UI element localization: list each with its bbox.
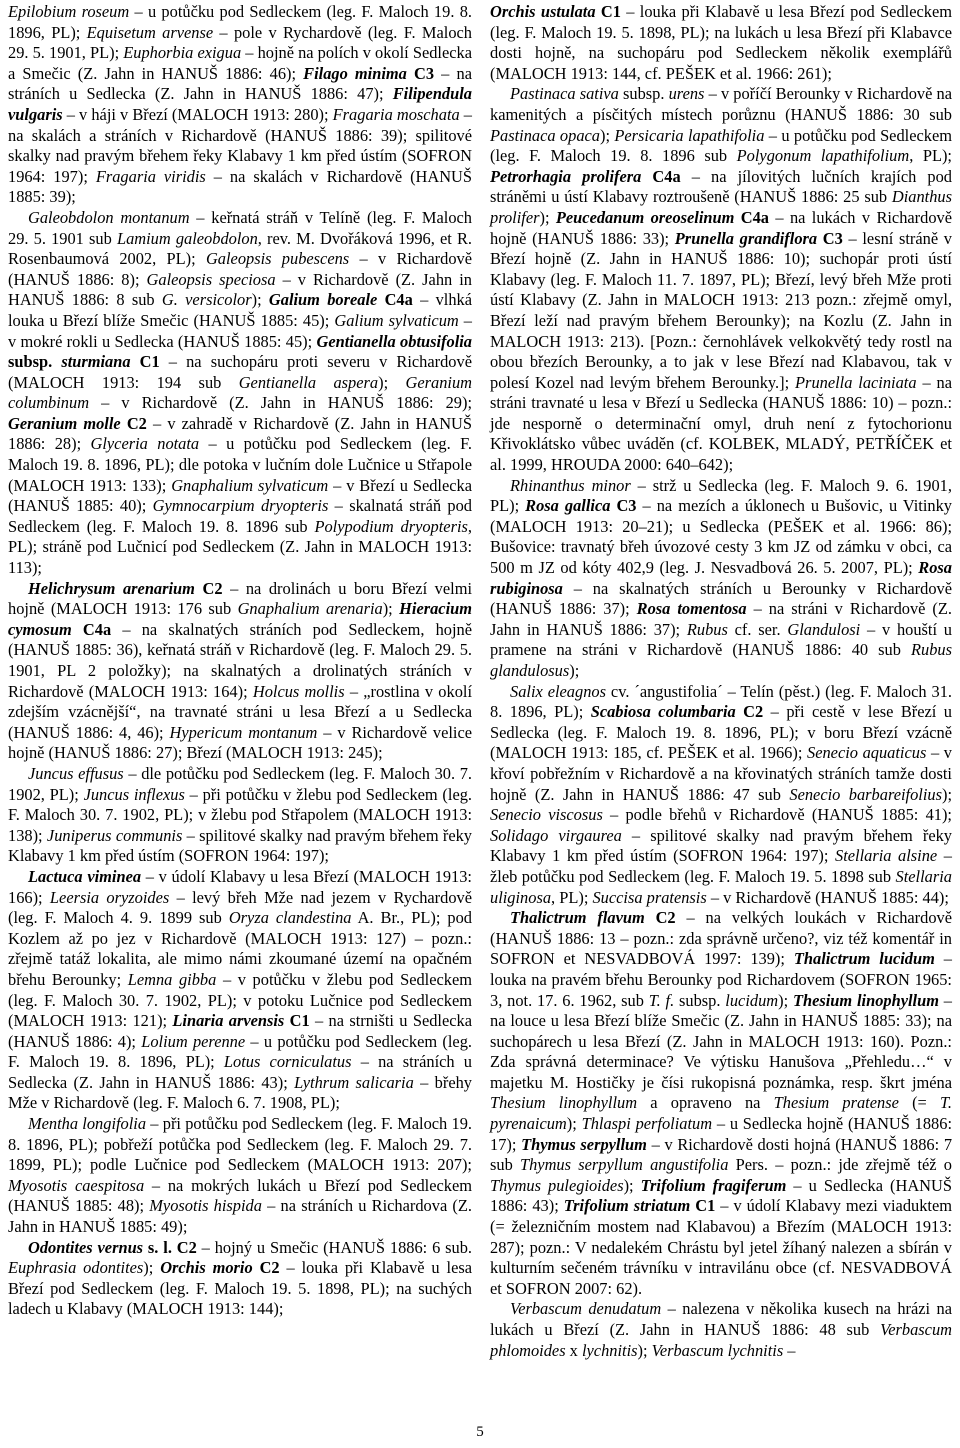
left-paragraph: Epilobium roseum – u potůčku pod Sedleckem (leg. F. Maloch 19. 8. 1896, PL); Equisetum arvense – pole v Rychardově (leg. F. Maloch 29. 5. 1901, PL); Euphorbia exigua – hojně na polích v okolí Sedlecka a Smečic (Z. Jahn in HANUŠ 1886: 46); Filago minima C3 – na stráních u Sedlecka (Z. Jahn in HANUŠ 1886: 47); Filipendula vulgaris – v háji v Březí (MALOCH 1913: 280); Fragaria moschata – na skalách a stráních v Richardově (HANUŠ 1886: 39); spilitové skalky nad pravým břehem řeky Klabavy 1 km před ústím (SOFRON 1964: 197); Fragaria viridis – na skalách v Richardově (HANUŠ 1885: 39); — [8, 2, 473, 207]
right-paragraph: Orchis ustulata C1 – louka při Klabavě u lesa Březí pod Sedleckem (leg. F. Maloch 19. 5. 1898, PL); na lukách u lesa Březí při Klabavce dosti hojně, na suchopáru pod Sedleckem několik exemplářů (MALOCH 1913: 144, cf. PEŠEK et al. 1966: 261); — [490, 2, 952, 83]
left-text-column — [8, 2, 472, 1320]
right-text-column — [490, 2, 952, 1361]
left-paragraph: Mentha longifolia – při potůčku pod Sedleckem (leg. F. Maloch 19. 8. 1896, PL); pobřeží potůčka pod Sedleckem (leg. F. Maloch 29. 7. 1899, PL); podle Lučnice pod Sedleckem (MALOCH 1913: 207); Myosotis caespitosa – na mokrých lukách u Březí pod Sedleckem (HANUŠ 1885: 48); Myosotis hispida – na stráních u Richardova (Z. Jahn in HANUŠ 1885: 49); — [8, 1114, 472, 1237]
left-paragraph: Juncus effusus – dle potůčku pod Sedleckem (leg. F. Maloch 30. 7. 1902, PL); Juncus inflexus – při potůčku v žlebu pod Sedleckem (leg. F. Maloch 30. 7. 1902, PL); v žlebu pod Střapolem (MALOCH 1913: 138); Juniperus communis – spilitové skalky nad pravým břehem řeky Klabavy 1 km před ústím (SOFRON 1964: 197); — [8, 763, 473, 866]
left-paragraph: Helichrysum arenarium C2 – na drolinách u boru Březí velmi hojně (MALOCH 1913: 176 sub Gnaphalium arenaria); Hieracium cymosum C4a – na skalnatých stráních pod Sedleckem, hojně (HANUŠ 1885: 36), keřnatá stráň v Richardově (leg. F. Maloch 29. 5. 1901, PL 2 položky); na skalnatých a drolinatých stráních v Richardově (MALOCH 1913: 164); Holcus mollis – „rostlina v okolí zdejším vzácnější“, na travnaté stráni u lesa Březí a u Sedlecka (HANUŠ 1886: 4, 46); Hypericum montanum – v Richardově velice hojně (HANUŠ 1886: 27); Březí (MALOCH 1913: 245); — [8, 578, 473, 763]
page-number: 5 — [476, 1424, 484, 1440]
left-paragraph: Lactuca viminea – v údolí Klabavy u lesa Březí (MALOCH 1913: 166); Leersia oryzoides – levý břeh Mže nad jezem v Rychardově (leg. F. Maloch 4. 9. 1899 sub Oryza clandestina A. Br., PL); pod Kozlem až po jez v Richardově (MALOCH 1913: 127) – pozn.: zřejmě tatáž lokalita, ale mimo námi zkoumané území na opačném břehu Berounky; Lemna gibba – v potůčku v žlebu pod Sedleckem (leg. F. Maloch 30. 7. 1902, PL); v potoku Lučnice pod Sedleckem (MALOCH 1913: 121); Linaria arvensis C1 – na strništi u Sedlecka (HANUŠ 1886: 4); Lolium perenne – u potůčku pod Sedleckem (leg. F. Maloch 19. 8. 1896, PL); Lotus corniculatus – na stráních u Sedlecka (Z. Jahn in HANUŠ 1886: 43); Lythrum salicaria – břehy Mže v Richardově (leg. F. Maloch 6. 7. 1908, PL); — [8, 866, 473, 1113]
left-paragraph: Odontites vernus s. l. C2 – hojný u Smečic (HANUŠ 1886: 6 sub. Euphrasia odontites); Orchis morio C2 – louka při Klabavě u lesa Březí pod Sedleckem (leg. F. Maloch 19. 5. 1898, PL); na suchých ladech u Klabavy (MALOCH 1913: 144); — [8, 1237, 472, 1319]
left-paragraph: Galeobdolon montanum – keřnatá stráň v Telíně (leg. F. Maloch 29. 5. 1901 sub Lamium galeobdolon, rev. M. Dvořáková 1996, et R. Rosenbaumová 2002, PL); Galeopsis pubescens – v Richardově (HANUŠ 1886: 8); Galeopsis speciosa – v Richardově (Z. Jahn in HANUŠ 1886: 8 sub G. versicolor); Galium boreale C4a – vlhká louka u Březí blíže Smečic (HANUŠ 1885: 45); Galium sylvaticum – v mokré rokli u Sedlecka (HANUŠ 1885: 45); Gentianella obtusifolia subsp. sturmiana C1 – na suchopáru proti severu v Richardově (MALOCH 1913: 194 sub Gentianella aspera); Geranium columbinum – v Richardově (Z. Jahn in HANUŠ 1886: 29); Geranium molle C2 – v zahradě v Richardově (Z. Jahn in HANUŠ 1886: 28); Glyceria notata – u potůčku pod Sedleckem (leg. F. Maloch 19. 8. 1896, PL); dle potoka v lučním dole Lučnice u Střapole (MALOCH 1913: 133); Gnaphalium sylvaticum – v Březí u Sedlecka (HANUŠ 1885: 40); Gymnocarpium dryopteris – skalnatá stráň pod Sedleckem (leg. F. Maloch 19. 8. 1896 sub Polypodium dryopteris, PL); stráně pod Lučnicí pod Sedleckem (Z. Jahn in MALOCH 1913: 113); — [8, 207, 473, 578]
right-paragraph: Pastinaca sativa subsp. urens – v poříčí Berounky v Richardově na kamenitých a písčitých místech porůznu (HANUŠ 1886: 30 sub Pastinaca opaca); Persicaria lapathifolia – u potůčku pod Sedleckem (leg. F. Maloch 19. 8. 1896 sub Polygonum lapathifolium, PL); Petrorhagia prolifera C4a – na jílovitých lučních krajích pod stráněmi u ústí Klabavy roztroušeně (HANUŠ 1886: 25 sub Dianthus prolifer); Peucedanum oreoselinum C4a – na lukách v Richardově hojně (HANUŠ 1886: 33); Prunella grandiflora C3 – lesní stráně v Březí hojně (Z. Jahn in HANUŠ 1886: 10); suchopár proti ústí Klabavy (leg. F. Maloch 11. 7. 1897, PL); Březí, levý břeh Mže proti ústí Klabavy (Z. Jahn in MALOCH 1913: 213 pozn.: zřejmě omyl, Březí leží nad pravým břehem Berounky); na Kozlu (Z. Jahn in MALOCH 1913: 213). [Pozn.: černohlávek velkokvětý tedy rostl na obou březích Berounky, a to jak v lese Březí nad Klabavou, tak v polesí Kozel nad levým břehem Berounky.]; Prunella laciniata – na stráni travnaté u lesa v Březí u Sedlecka (HANUŠ 1886: 10) – pozn.: jde nesporně o determinační omyl, druh není z fytochorionu Křivoklátsko vůbec uváděn (cf. KOLBEK, MLADÝ, PETŘÍČEK et al. 1999, HROUDA 2000: 640–642); — [490, 84, 953, 475]
right-paragraph: Verbascum denudatum – nalezena v několika kusech na hrázi na lukách u Březí (Z. Jahn in HANUŠ 1886: 48 sub Verbascum phlomoides x lychnitis); Verbascum lychnitis – — [490, 1299, 952, 1360]
right-paragraph: Salix eleagnos cv. ´angustifolia´ – Telín (pěst.) (leg. F. Maloch 31. 8. 1896, PL); Scabiosa columbaria C2 – při cestě v lese Březí u Sedlecka (leg. F. Maloch 19. 8. 1896, PL); v boru Březí vzácně (MALOCH 1913: 185, cf. PEŠEK et al. 1966); Senecio aquaticus – v křoví pobřežním v Richardově a na křovinatých stráních tamže dosti hojně (Z. Jahn in HANUŠ 1886: 47 sub Senecio barbareifolius); Senecio viscosus – podle břehů v Richardově (HANUŠ 1885: 41); Solidago virgaurea – spilitové skalky nad pravým břehem řeky Klabavy 1 km před ústím (SOFRON 1964: 197); Stellaria alsine – žleb potůčku pod Sedleckem (leg. F. Maloch 19. 5. 1898 sub Stellaria uliginosa, PL); Succisa pratensis – v Richardově (HANUŠ 1885: 44); — [490, 681, 953, 907]
right-paragraph: Rhinanthus minor – strž u Sedlecka (leg. F. Maloch 9. 6. 1901, PL); Rosa gallica C3 – na mezích a úklonech u Bušovic, u Vitinky (MALOCH 1913: 20–21); u Sedlecka (PEŠEK et al. 1966: 86); Bušovice: travnatý břeh úvozové cesty 3 km JZ od zámku v obci, ca 500 m JZ od kóty 402,9 (leg. J. Nesvadbová 26. 5. 2007, PL); Rosa rubiginosa – na skalnatých stráních u Berounky v Richardově (HANUŠ 1886: 37); Rosa tomentosa – na stráni v Richardově (Z. Jahn in HANUŠ 1886: 37); Rubus cf. ser. Glandulosi – v houští u pramene na stráni v Richardově (HANUŠ 1886: 40 sub Rubus glandulosus); — [490, 475, 953, 680]
right-paragraph: Thalictrum flavum C2 – na velkých loukách v Richardově (HANUŠ 1886: 13 – pozn.: zda správně určeno?, viz též komentář in SOFRON et NESVADBOVÁ 1997: 139); Thalictrum lucidum – louka na pravém břehu Berounky pod Richardovem (SOFRON 1965: 3, not. 17. 6. 1962, sub T. f. subsp. lucidum); Thesium linophyllum – na louce u lesa Březí blíže Smečic (Z. Jahn in HANUŠ 1885: 33); na suchopárech u lesa Březí (Z. Jahn in MALOCH 1913: 160). Pozn.: Zda správná determinace? Ve výtisku Hanušova „Přehledu…“ v majetku M. Hostičky je čísi rukopisná poznámka, resp. škrt jména Thesium linophyllum a opraveno na Thesium pratense (= T. pyrenaicum); Thlaspi perfoliatum – u Sedlecka hojně (HANUŠ 1886: 17); Thymus serpyllum – v Richardově dosti hojná (HANUŠ 1886: 7 sub Thymus serpyllum angustifolia Pers. – pozn.: jde zřejmě též o Thymus pulegioides); Trifolium fragiferum – u Sedlecka (HANUŠ 1886: 43); Trifolium striatum C1 – v údolí Klabavy mezi viaduktem (= železničním mostem nad Klabavou) a Březím (MALOCH 1913: 287); pozn.: V nedalekém Chrástu byl jetel žíhaný nalezen a sbírán v kulturním sečeném trávníku v intravilánu obce (cf. NESVADBOVÁ et SOFRON 2007: 62). — [490, 908, 953, 1298]
